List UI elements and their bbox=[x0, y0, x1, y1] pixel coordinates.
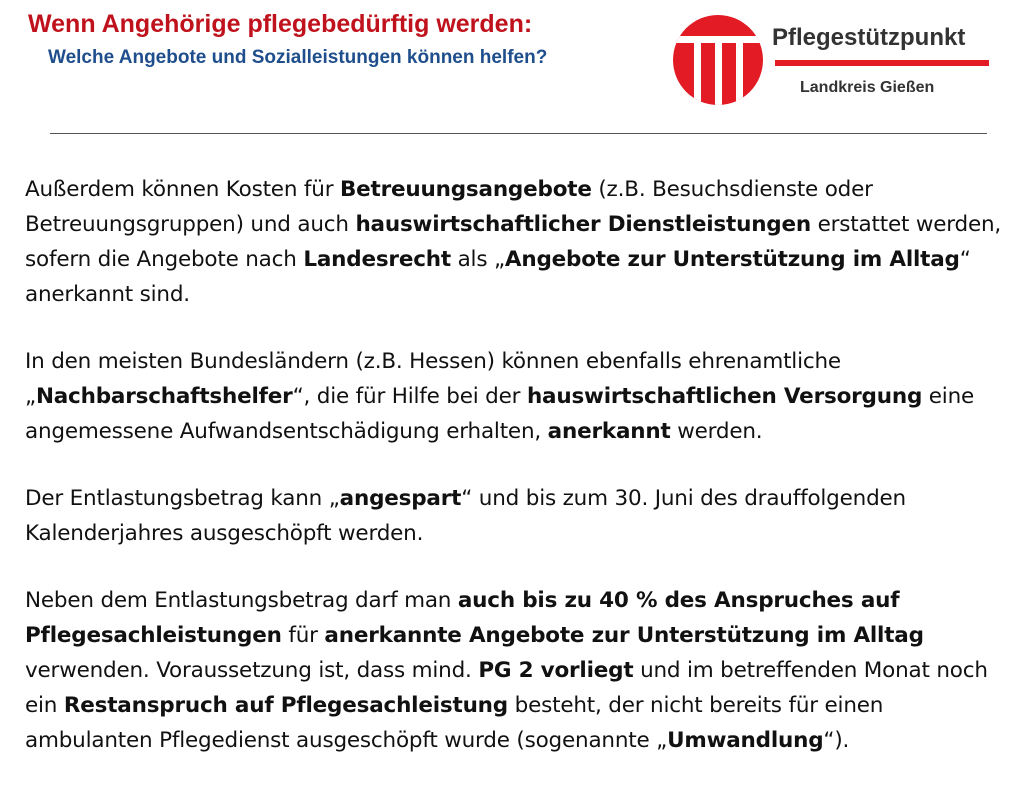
text-run: “ anerkannt sind. bbox=[25, 247, 971, 307]
logo-mark-icon bbox=[672, 14, 764, 106]
text-run: In den meisten Bundesländern (z.B. Hessen) können ebenfalls ehrenamtliche „ bbox=[25, 349, 841, 409]
bold-text: Restanspruch auf Pflegesachleistung bbox=[63, 693, 508, 718]
page-subtitle: Welche Angebote und Sozialleistungen können helfen? bbox=[48, 47, 548, 68]
page-title: Wenn Angehörige pflegebedürftig werden: bbox=[28, 10, 533, 38]
text-run: Außerdem können Kosten für bbox=[25, 177, 340, 202]
bold-text: angespart bbox=[339, 486, 462, 511]
logo-rule bbox=[775, 60, 989, 66]
text-run: “). bbox=[823, 728, 850, 753]
bold-text: Angebote zur Unterstützung im Alltag bbox=[504, 247, 960, 272]
text-run: und im betreffenden Monat noch ein bbox=[25, 658, 988, 718]
bold-text: anerkannte Angebote zur Unterstützung im Alltag bbox=[324, 623, 924, 648]
logo-region: Landkreis Gießen bbox=[800, 79, 935, 96]
bold-text: Nachbarschaftshelfer bbox=[35, 384, 293, 409]
paragraph bbox=[25, 344, 1015, 449]
bold-text: hauswirtschaftlichen Versorgung bbox=[526, 384, 923, 409]
pflegestuetzpunkt-logo bbox=[672, 10, 1002, 110]
paragraph bbox=[25, 481, 1015, 551]
text-run: “, die für Hilfe bei der bbox=[292, 384, 527, 409]
text-run: eine angemessene Aufwandsentschädigung erhalten, bbox=[25, 384, 975, 444]
bold-text: anerkannt bbox=[547, 419, 671, 444]
text-run: (z.B. Besuchsdienste oder Betreuungsgruppen) und auch bbox=[25, 177, 873, 237]
text-run: erstattet werden, sofern die Angebote nach bbox=[25, 212, 1002, 272]
paragraph bbox=[25, 172, 1015, 312]
header-divider bbox=[50, 133, 987, 134]
logo-name: Pflegestützpunkt bbox=[772, 24, 966, 51]
bold-text: Umwandlung bbox=[667, 728, 824, 753]
bold-text: hauswirtschaftlicher Dienstleistungen bbox=[355, 212, 811, 237]
text-run: besteht, der nicht bereits für einen ambulanten Pflegedienst ausgeschöpft wurde (sogenannte „ bbox=[25, 693, 884, 753]
text-run: werden. bbox=[670, 419, 763, 444]
text-run: verwenden. Voraussetzung ist, dass mind. bbox=[25, 658, 479, 683]
bold-text: PG 2 vorliegt bbox=[478, 658, 634, 683]
text-run: “ und bis zum 30. Juni des drauffolgenden Kalenderjahres ausgeschöpft werden. bbox=[25, 486, 906, 546]
bold-text: auch bis zu 40 % des Anspruches auf Pflegesachleistungen bbox=[25, 588, 900, 648]
text-run: Neben dem Entlastungsbetrag darf man bbox=[25, 588, 458, 613]
body-text bbox=[25, 172, 1015, 790]
text-run: für bbox=[281, 623, 325, 648]
bold-text: Landesrecht bbox=[303, 247, 451, 272]
paragraph bbox=[25, 583, 1015, 758]
text-run: als „ bbox=[450, 247, 505, 272]
slide-header bbox=[0, 0, 1024, 120]
text-run: Der Entlastungsbetrag kann „ bbox=[25, 486, 340, 511]
bold-text: Betreuungsangebote bbox=[339, 177, 592, 202]
